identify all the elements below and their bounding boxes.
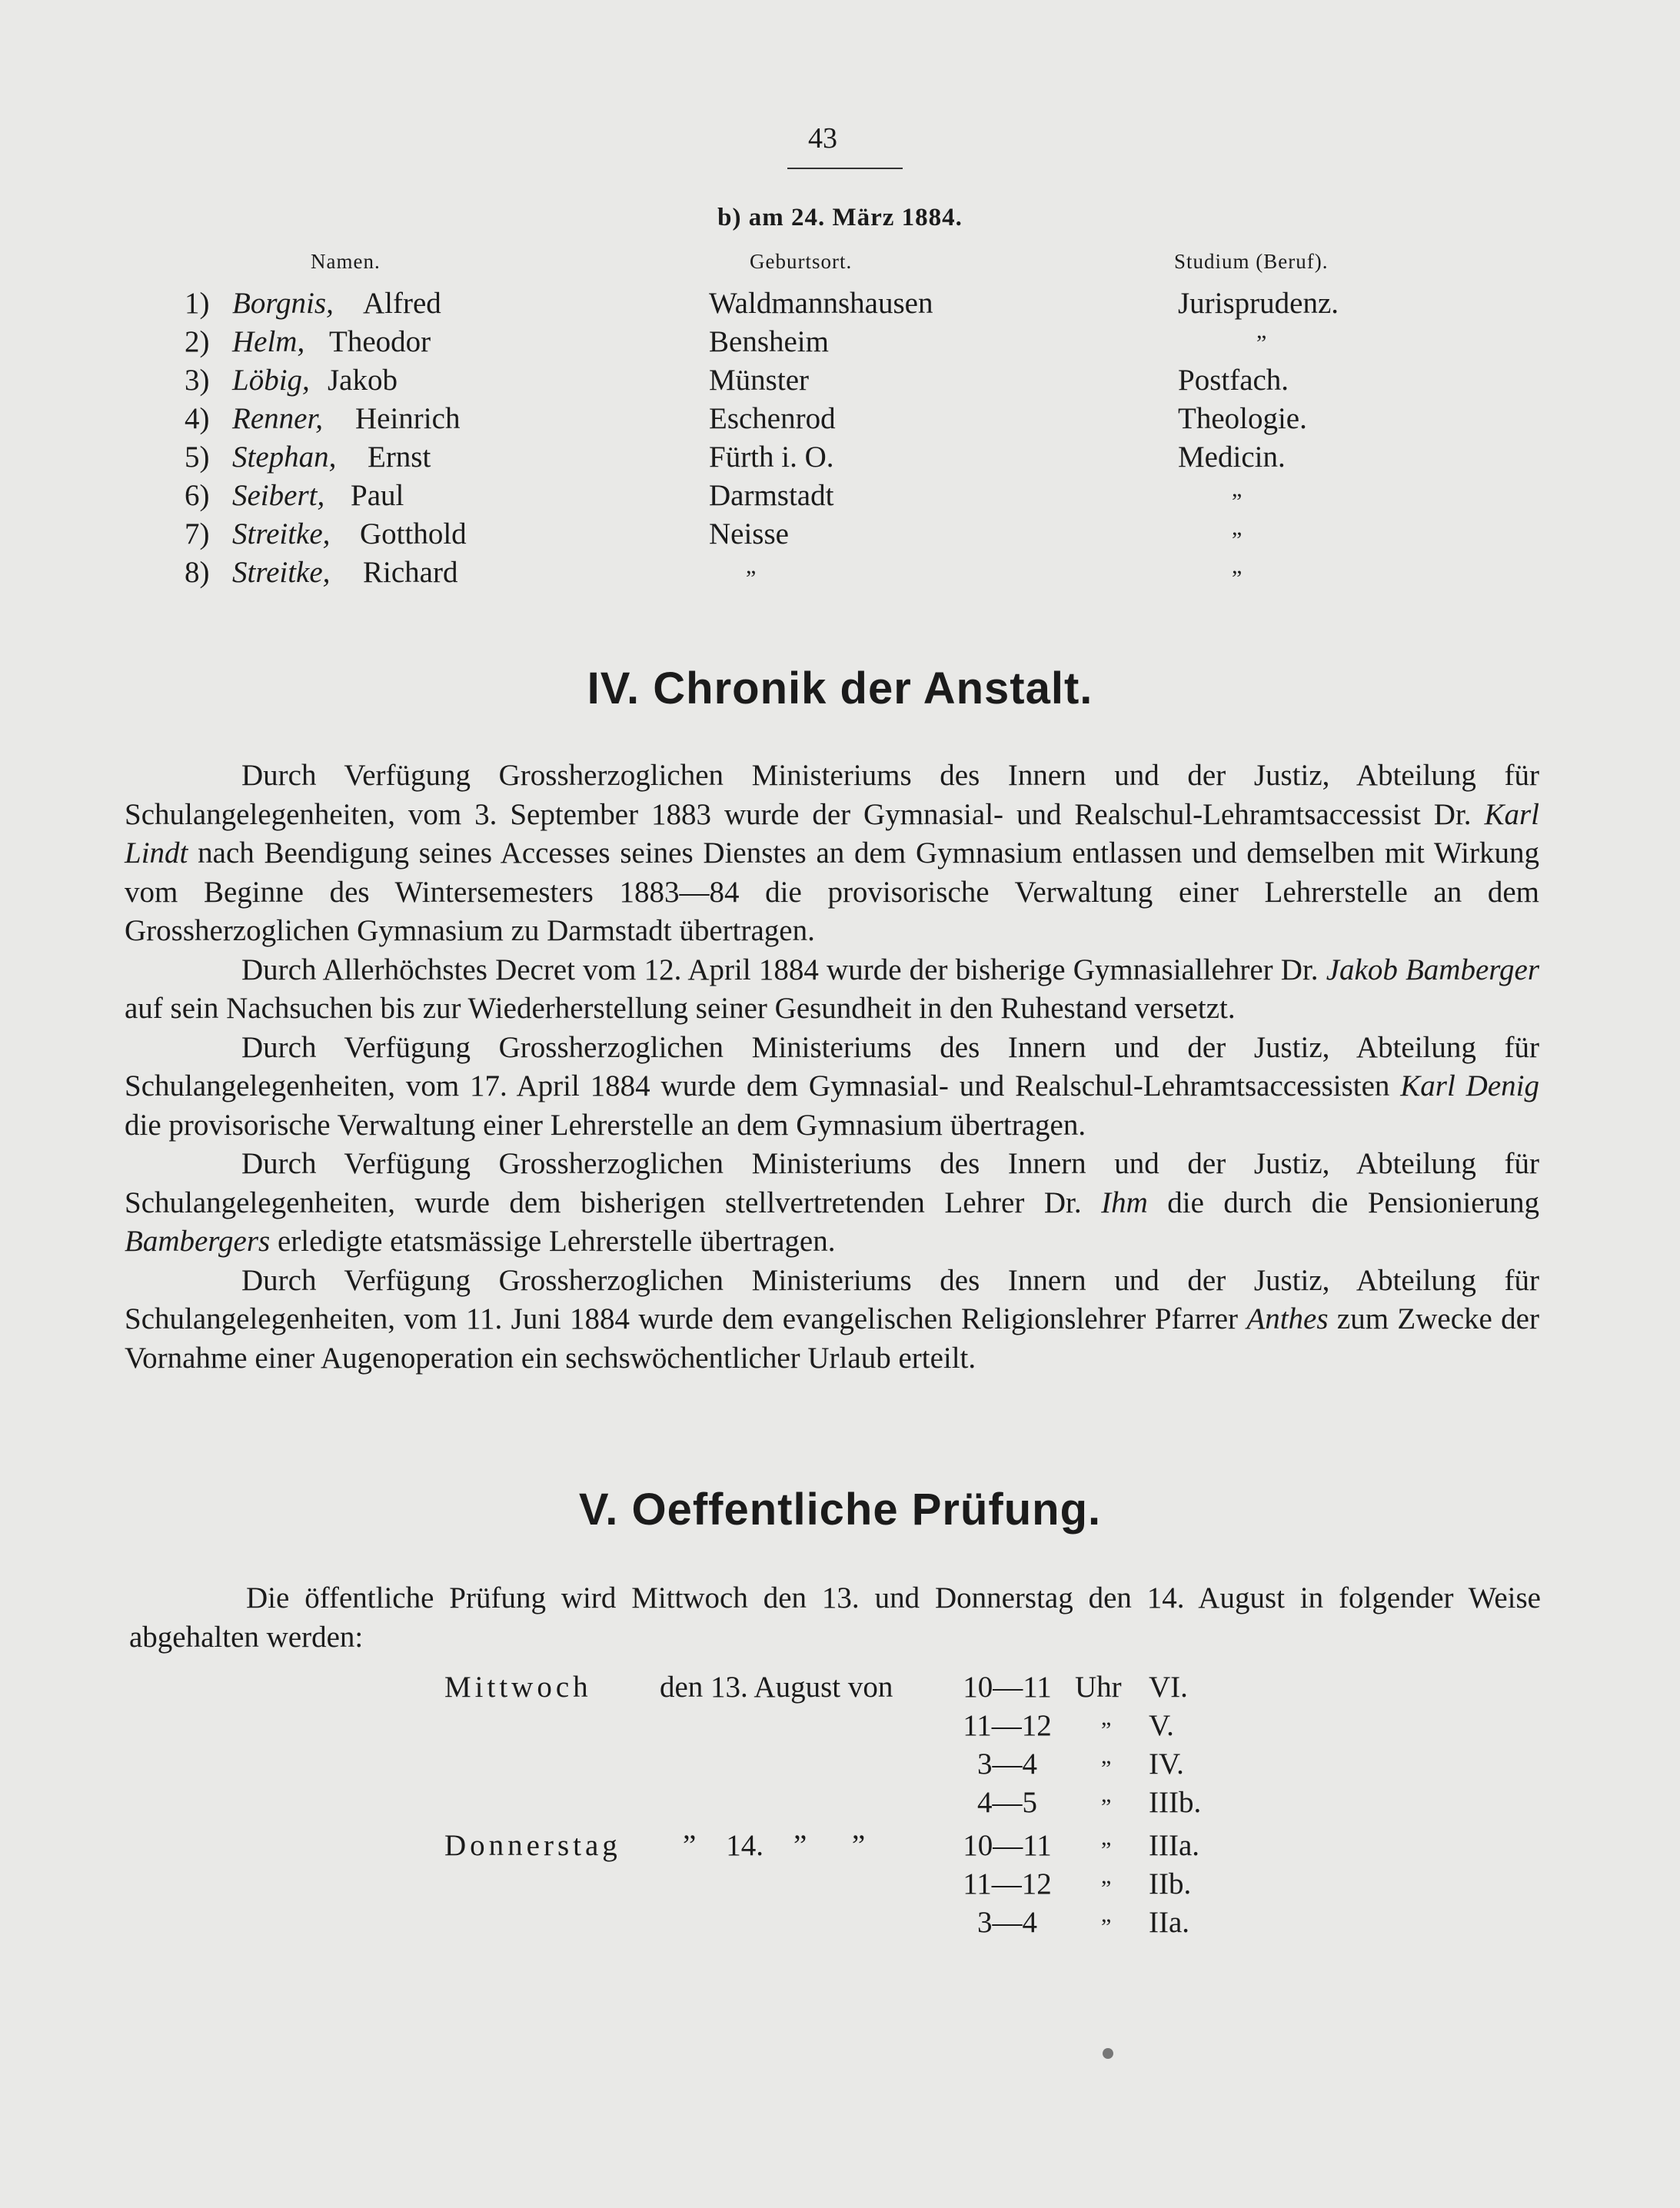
surname: Streitke, (232, 517, 331, 550)
paragraph: Die öffentliche Prüfung wird Mittwoch den 13. und Donnerstag den 14. August in folgender Weise abgehalten werden: (129, 1581, 1541, 1654)
text-run: auf sein Nachsuchen bis zur Wiederherstellung seiner Gesundheit in den Ruhestand versetzt. (125, 992, 1236, 1025)
schedule-day: Donnerstag (444, 1829, 621, 1862)
study: Theologie. (1178, 402, 1307, 435)
table-row (0, 286, 1680, 324)
schedule-uhr: ” (1101, 1794, 1112, 1820)
surname: Löbig, (232, 364, 310, 397)
paragraph (125, 1262, 1539, 1378)
firstname: Gotthold (360, 517, 467, 550)
schedule-class: VI. (1149, 1671, 1188, 1704)
schedule-date: ” 14. ” ” (683, 1829, 866, 1862)
schedule-uhr: ” (1101, 1876, 1112, 1901)
schedule-class: IV. (1149, 1747, 1184, 1781)
schedule-class: IIIb. (1149, 1786, 1202, 1819)
section-title-chronik: IV. Chronik der Anstalt. (587, 663, 1093, 713)
study: Postfach. (1178, 364, 1289, 397)
paragraph (125, 951, 1539, 1029)
paragraph (125, 757, 1539, 951)
firstname: Heinrich (355, 402, 461, 435)
firstname: Paul (351, 479, 404, 512)
birthplace: Fürth i. O. (709, 441, 834, 474)
names-column-header: Namen. (311, 250, 381, 273)
schedule-class: IIb. (1149, 1867, 1192, 1900)
surname: Renner, (232, 402, 324, 435)
schedule-row (0, 1670, 1680, 1708)
text-run: die provisorische Verwaltung einer Lehrerstelle an dem Gymnasium übertragen. (125, 1108, 1086, 1142)
schedule-row (0, 1747, 1680, 1785)
schedule-time: 11—12 (963, 1867, 1052, 1900)
firstname: Jakob (328, 364, 398, 397)
birthplace: Waldmannshausen (709, 287, 933, 320)
study: ” (1232, 489, 1243, 514)
study: ” (1232, 566, 1243, 591)
schedule-uhr: ” (1101, 1756, 1112, 1781)
table-row (0, 401, 1680, 440)
text-run: nach Beendigung seines Accesses seines Dienstes an dem Gymnasium entlassen und demselben mit Wirkung vom Beginne des Wintersemesters 1883—84 die provisorische Verwaltung einer Lehrerstelle an dem Grossherzoglichen Gymnasium zu Darmstadt übertragen. (125, 836, 1539, 947)
row-number: 8) (185, 556, 210, 589)
paragraph (125, 1029, 1539, 1146)
firstname: Ernst (368, 441, 431, 474)
surname: Stephan, (232, 441, 337, 474)
schedule-date: den 13. August von (660, 1671, 893, 1704)
ink-speck (1103, 2048, 1113, 2059)
text-run: Durch Verfügung Grossherzoglichen Ministeriums des Innern und der Justiz, Abteilung für Schulangelegenheiten, wurde dem bisherigen stellvertretenden Lehrer Dr. (125, 1147, 1539, 1219)
row-number: 6) (185, 479, 210, 512)
person-name: Ihm (1101, 1185, 1148, 1219)
birthplace: Eschenrod (709, 402, 836, 435)
text-run: die durch die Pensionierung (1147, 1185, 1540, 1219)
schedule-row (0, 1905, 1680, 1944)
pruefung-intro (129, 1579, 1541, 1657)
table-row (0, 324, 1680, 363)
table-row (0, 517, 1680, 555)
person-name: Bambergers (125, 1225, 271, 1258)
table-row (0, 440, 1680, 478)
study: ” (1256, 331, 1267, 356)
firstname: Theodor (329, 325, 431, 358)
text-run: erledigte etatsmässige Lehrerstelle übertragen. (270, 1225, 836, 1258)
schedule-time: 4—5 (977, 1786, 1037, 1819)
schedule-time: 10—11 (963, 1671, 1052, 1704)
page-number-rule (787, 168, 903, 169)
section-title-pruefung: V. Oeffentliche Prüfung. (578, 1485, 1102, 1535)
table-row (0, 555, 1680, 594)
schedule-row (0, 1867, 1680, 1905)
table-row (0, 478, 1680, 517)
row-number: 1) (185, 287, 210, 320)
schedule-uhr: Uhr (1075, 1671, 1122, 1704)
subsection-title: b) am 24. März 1884. (717, 204, 963, 231)
schedule-row (0, 1828, 1680, 1867)
study: Medicin. (1178, 441, 1286, 474)
schedule-class: V. (1149, 1709, 1174, 1742)
birthplace: ” (746, 566, 757, 591)
row-number: 5) (185, 441, 210, 474)
text-run: zum Zwecke der Vornahme einer Augenoperation ein sechswöchentlicher Urlaub erteilt. (125, 1302, 1539, 1375)
study: Jurisprudenz. (1178, 287, 1339, 320)
birthplace: Darmstadt (709, 479, 834, 512)
study-column-header: Studium (Beruf). (1174, 250, 1329, 273)
schedule-time: 10—11 (963, 1829, 1052, 1862)
schedule-time: 3—4 (977, 1747, 1037, 1781)
text-run: Durch Verfügung Grossherzoglichen Ministeriums des Innern und der Justiz, Abteilung für Schulangelegenheiten, vom 11. Juni 1884 wurde dem evangelischen Religionslehrer Pfarrer (125, 1263, 1539, 1335)
schedule-class: IIa. (1149, 1906, 1190, 1939)
birthplace: Bensheim (709, 325, 829, 358)
schedule-row (0, 1708, 1680, 1747)
page-number: 43 (808, 122, 837, 155)
row-number: 2) (185, 325, 210, 358)
study: ” (1232, 527, 1243, 553)
surname: Helm, (232, 325, 305, 358)
firstname: Alfred (363, 287, 441, 320)
person-name: Karl Denig (1400, 1069, 1539, 1102)
row-number: 3) (185, 364, 210, 397)
birthplace: Neisse (709, 517, 789, 550)
schedule-row (0, 1785, 1680, 1824)
schedule-time: 3—4 (977, 1906, 1037, 1939)
schedule-uhr: ” (1101, 1914, 1112, 1940)
surname: Streitke, (232, 556, 331, 589)
birthplace-column-header: Geburtsort. (750, 250, 853, 273)
row-number: 7) (185, 517, 210, 550)
person-name: Jakob Bamberger (1326, 953, 1539, 986)
row-number: 4) (185, 402, 210, 435)
text-run: Durch Allerhöchstes Decret vom 12. April 1884 wurde der bisherige Gymnasiallehrer Dr. (241, 953, 1326, 986)
schedule-day: Mittwoch (444, 1671, 592, 1704)
surname: Seibert, (232, 479, 325, 512)
person-name: Karl Lindt (125, 797, 1539, 870)
schedule-uhr: ” (1101, 1837, 1112, 1863)
text-run: Durch Verfügung Grossherzoglichen Ministeriums des Innern und der Justiz, Abteilung für Schulangelegenheiten, vom 17. April 1884 wurde dem Gymnasial- und Realschul-Lehramtsaccessisten (125, 1030, 1539, 1102)
surname: Borgnis, (232, 287, 334, 320)
paragraph (125, 1145, 1539, 1262)
text-run: Durch Verfügung Grossherzoglichen Ministeriums des Innern und der Justiz, Abteilung für Schulangelegenheiten, vom 3. September 1883 wurde der Gymnasial- und Realschul-Lehramtsaccessist Dr. (125, 759, 1539, 831)
chronik-text (125, 757, 1539, 1378)
schedule-time: 11—12 (963, 1709, 1052, 1742)
schedule-uhr: ” (1101, 1718, 1112, 1743)
table-row (0, 363, 1680, 401)
person-name: Anthes (1246, 1302, 1329, 1335)
firstname: Richard (363, 556, 458, 589)
birthplace: Münster (709, 364, 809, 397)
schedule-class: IIIa. (1149, 1829, 1200, 1862)
